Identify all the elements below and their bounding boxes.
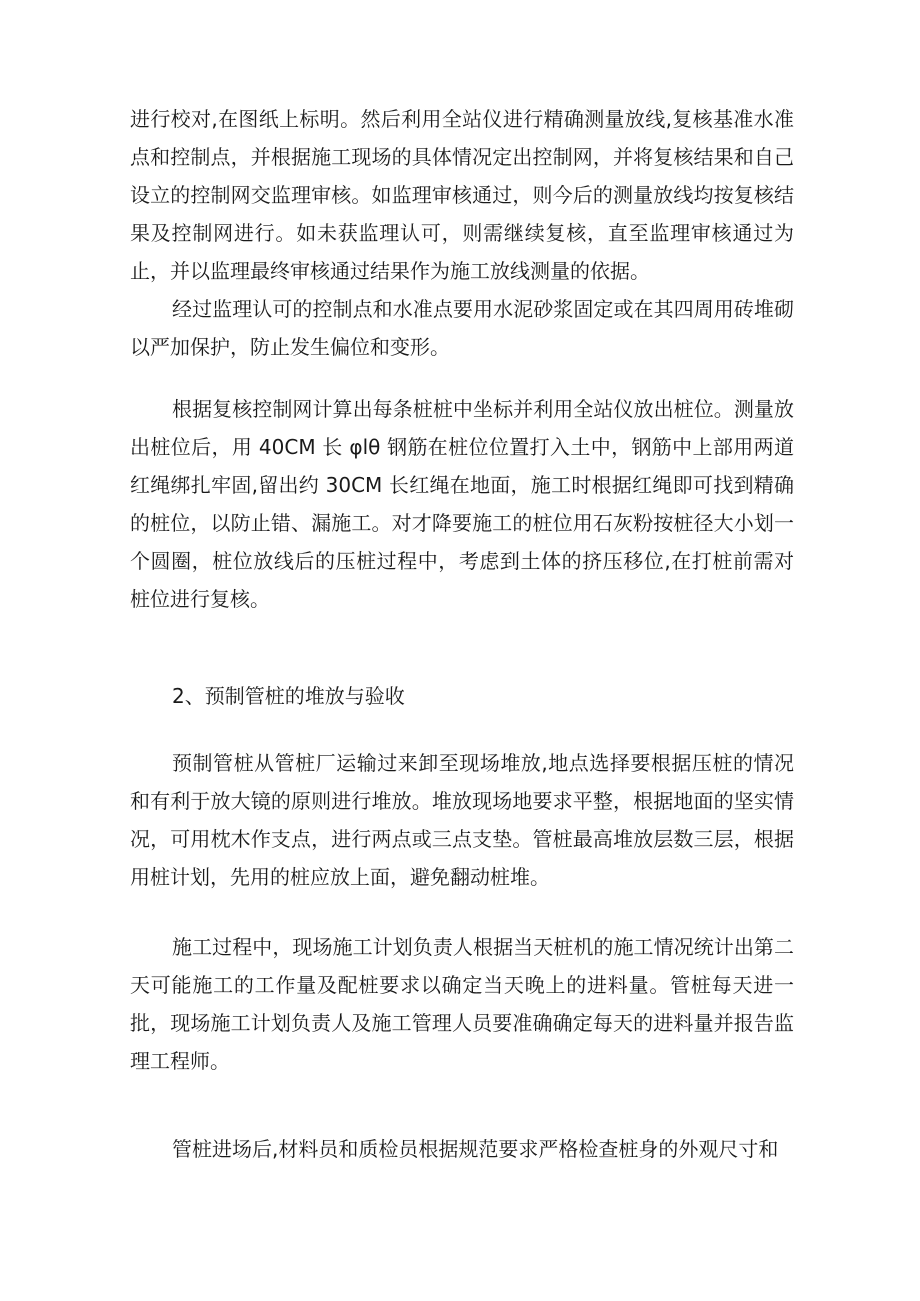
paragraph-material-planning: 施工过程中，现场施工计划负责人根据当天桩机的施工情况统计出第二天可能施工的工作量及配桩要求以确定当天晚上的进料量。管桩每天进一批，现场施工计划负责人及施工管理人员要准确确定每天的进料量并报告监理工程师。	[130, 935, 794, 1073]
paragraph-control-point-protection: 经过监理认可的控制点和水准点要用水泥砂浆固定或在其四周用砖堆砌以严加保护，防止发生偏位和变形。	[130, 297, 794, 359]
paragraph-pile-position-setout: 根据复核控制网计算出每条桩桩中坐标并利用全站仪放出桩位。测量放出桩位后，用 40CM 长 φlθ 钢筋在桩位位置打入土中，钢筋中上部用两道红绳绑扎牢固,留出约 30CM 长红绳在地面，施工时根据红绳即可找到精确的桩位，以防止错、漏施工。对才降要施工的桩位用石灰粉按桩径大小划一个圆圈，桩位放线后的压桩过程中，考虑到土体的挤压移位,在打桩前需对桩位进行复核。	[130, 397, 794, 611]
section-heading-pile-storage: 2、预制管桩的堆放与验收	[172, 684, 405, 708]
paragraph-pile-inspection: 管桩进场后,材料员和质检员根据规范要求严格检查桩身的外观尺寸和	[172, 1137, 779, 1161]
paragraph-survey-verification: 进行校对,在图纸上标明。然后利用全站仪进行精确测量放线,复核基准水准点和控制点，并根据施工现场的具体情况定出控制网，并将复核结果和自己设立的控制网交监理审核。如监理审核通过，则今后的测量放线均按复核结果及控制网进行。如未获监理认可，则需继续复核，直至监理审核通过为止，并以监理最终审核通过结果作为施工放线测量的依据。	[130, 107, 794, 283]
paragraph-pile-stacking: 预制管桩从管桩厂运输过来卸至现场堆放,地点选择要根据压桩的情况和有利于放大镜的原则进行堆放。堆放现场地要求平整，根据地面的坚实情况，可用枕木作支点，进行两点或三点支垫。管桩最高堆放层数三层，根据用桩计划，先用的桩应放上面，避免翻动桩堆。	[130, 751, 794, 889]
